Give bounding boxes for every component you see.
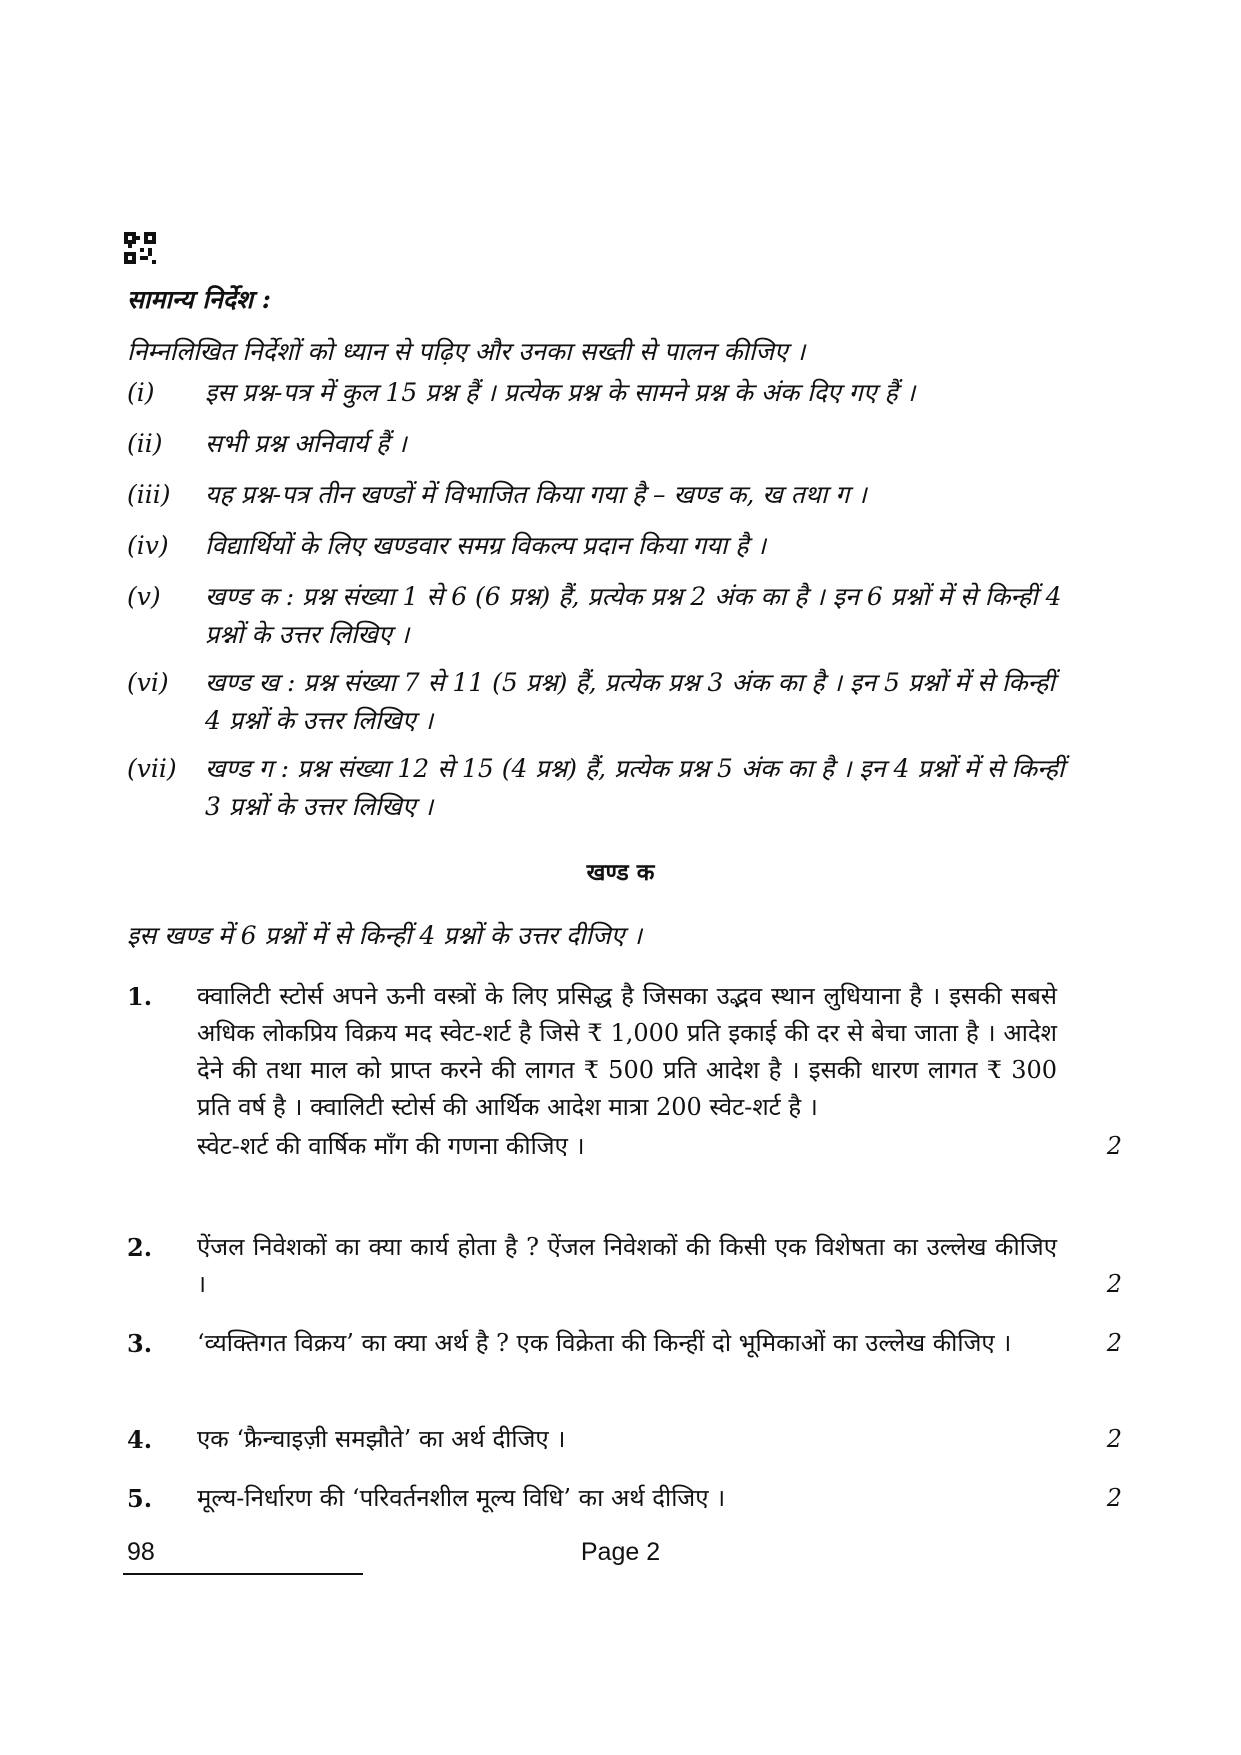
instruction-number: (ii)	[127, 429, 163, 458]
general-instructions-lead: निम्नलिखित निर्देशों को ध्यान से पढ़िए और उनका सख्ती से पालन कीजिए ।	[127, 337, 806, 366]
instruction-item	[127, 374, 1067, 412]
instruction-item	[127, 750, 1067, 826]
instruction-number: (v)	[127, 582, 161, 611]
instruction-number: (i)	[127, 378, 155, 407]
instruction-item	[127, 578, 1067, 654]
instruction-item	[127, 476, 1067, 514]
question-item	[127, 1229, 1122, 1303]
question-marks: 2	[1106, 1484, 1122, 1512]
section-lead: इस खण्ड में 6 प्रश्नों में से किन्हीं 4 प्रश्नों के उत्तर दीजिए ।	[127, 921, 642, 950]
instruction-number: (vii)	[127, 754, 177, 783]
instruction-text: खण्ड ख : प्रश्न संख्या 7 से 11 (5 प्रश्न) हैं, प्रत्येक प्रश्न 3 अंक का है । इन 5 प्रश्नों में से किन्हीं 4 प्रश्नों के उत्तर लिखिए ।	[205, 668, 1055, 735]
question-number: 4.	[127, 1425, 153, 1454]
question-text: एक ‘फ्रैन्चाइज़ी समझौते’ का अर्थ दीजिए ।	[197, 1425, 566, 1453]
question-number: 1.	[127, 982, 153, 1011]
question-number: 2.	[127, 1233, 153, 1262]
instruction-item	[127, 527, 1067, 565]
footer-rule	[123, 1573, 363, 1575]
question-marks: 2	[1106, 1132, 1122, 1160]
instruction-number: (iii)	[127, 480, 171, 509]
instruction-text: यह प्रश्न-पत्र तीन खण्डों में विभाजित किया गया है – खण्ड क, ख तथा ग ।	[205, 480, 867, 509]
instruction-number: (iv)	[127, 531, 169, 560]
question-text: मूल्य-निर्धारण की ‘परिवर्तनशील मूल्य विधि’ का अर्थ दीजिए ।	[197, 1484, 726, 1512]
question-marks: 2	[1106, 1329, 1122, 1357]
instruction-text: विद्यार्थियों के लिए खण्डवार समग्र विकल्प प्रदान किया गया है ।	[205, 531, 766, 560]
paper-code: 98	[127, 1538, 155, 1566]
instruction-text: खण्ड ग : प्रश्न संख्या 12 से 15 (4 प्रश्न) हैं, प्रत्येक प्रश्न 5 अंक का है । इन 4 प्रश्नों में से किन्हीं 3 प्रश्नों के उत्तर लिखिए ।	[205, 754, 1065, 821]
instruction-text: सभी प्रश्न अनिवार्य हैं ।	[205, 429, 407, 458]
instruction-number: (vi)	[127, 668, 169, 697]
qr-code-icon	[124, 232, 156, 264]
general-instructions-heading: सामान्य निर्देश :	[127, 285, 271, 314]
question-item	[127, 1325, 1122, 1362]
question-item	[127, 978, 1122, 1165]
instruction-text: इस प्रश्न-पत्र में कुल 15 प्रश्न हैं । प्रत्येक प्रश्न के सामने प्रश्न के अंक दिए गए हैं ।	[205, 378, 916, 407]
question-text: ऐंजल निवेशकों का क्या कार्य होता है ? ऐंजल निवेशकों की किसी एक विशेषता का उल्लेख कीजिए ।	[197, 1233, 1057, 1298]
question-text: ‘व्यक्तिगत विक्रय’ का क्या अर्थ है ? एक विक्रेता की किन्हीं दो भूमिकाओं का उल्लेख कीजिए ।	[197, 1329, 1012, 1357]
question-marks: 2	[1106, 1270, 1122, 1298]
question-number: 3.	[127, 1329, 153, 1358]
page-number: Page 2	[580, 1538, 661, 1566]
section-title: खण्ड क	[586, 860, 655, 886]
question-item	[127, 1421, 1122, 1458]
question-text: क्वालिटी स्टोर्स अपने ऊनी वस्त्रों के लिए प्रसिद्ध है जिसका उद्भव स्थान लुधियाना है । इसकी सबसे अधिक लोकप्रिय विक्रय मद स्वेट-शर्ट है जिसे ₹ 1,000 प्रति इकाई की दर से बेचा जाता है । आदेश देने की तथा माल को प्राप्त करने की लागत ₹ 500 प्रति आदेश है । इसकी धारण लागत ₹ 300 प्रति वर्ष है । क्वालिटी स्टोर्स की आर्थिक आदेश मात्रा 200 स्वेट-शर्ट है ।	[197, 982, 1057, 1121]
instruction-item	[127, 664, 1067, 740]
instruction-text: खण्ड क : प्रश्न संख्या 1 से 6 (6 प्रश्न) हैं, प्रत्येक प्रश्न 2 अंक का है । इन 6 प्रश्नों में से किन्हीं 4 प्रश्नों के उत्तर लिखिए ।	[205, 582, 1062, 649]
question-item	[127, 1480, 1122, 1517]
instruction-item	[127, 425, 1067, 463]
question-text-instruction: स्वेट-शर्ट की वार्षिक माँग की गणना कीजिए ।	[197, 1132, 585, 1160]
question-marks: 2	[1106, 1425, 1122, 1453]
question-number: 5.	[127, 1484, 153, 1513]
